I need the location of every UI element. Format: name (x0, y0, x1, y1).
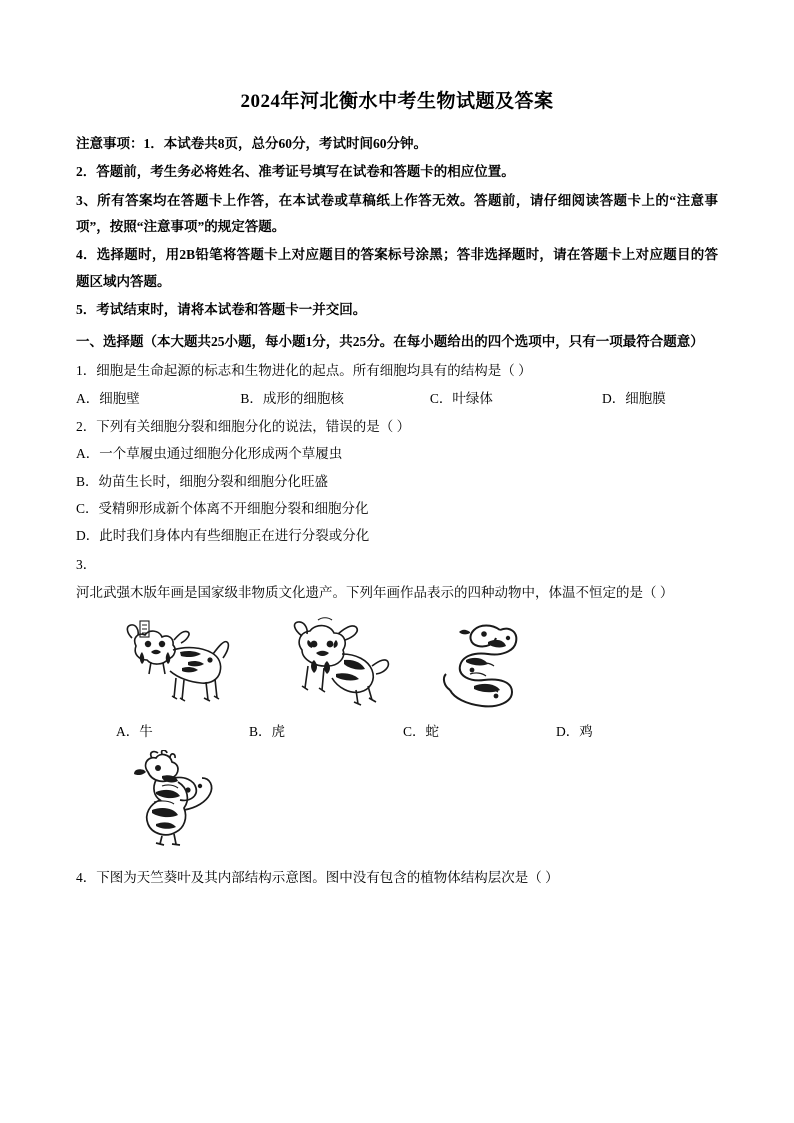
question-1-option-b: B．成形的细胞核 (240, 390, 344, 406)
question-3-number: 3． (76, 556, 97, 572)
notice-line-4: 4．选择题时，用2B铅笔将答题卡上对应题目的答案标号涂黑；答非选择题时，请在答题卡上对应题目的答题区域内答题。 (76, 247, 718, 289)
question-4-text: 下图为天竺葵叶及其内部结构示意图。图中没有包含的植物体结构层次是（ ） (96, 870, 559, 886)
question-3-option-d: D．鸡 (556, 724, 593, 740)
snake-woodblock-print (426, 616, 536, 714)
notice-line-5: 5．考试结束时，请将本试卷和答题卡一并交回。 (76, 301, 367, 317)
notice-line-1: 注意事项：1．本试卷共8页，总分60分，考试时间60分钟。 (76, 136, 427, 151)
question-1-stem (76, 358, 718, 384)
question-4-stem (76, 865, 718, 891)
question-2-option-a: A．一个草履虫通过细胞分化形成两个草履虫 (76, 446, 343, 462)
question-1-option-a: A．细胞壁 (76, 390, 140, 406)
question-4-number: 4． (76, 870, 97, 886)
question-3-option-b: B．虎 (249, 724, 286, 740)
question-3-figure-row (76, 616, 718, 714)
question-2-option-d: D．此时我们身体内有些细胞正在进行分裂或分化 (76, 528, 370, 544)
question-3-option-c: C．蛇 (403, 724, 440, 740)
question-2-stem (76, 414, 718, 440)
question-2-options (76, 441, 718, 549)
ox-woodblock-print (118, 616, 228, 714)
notice-line-3: 3、所有答案均在答题卡上作答，在本试卷或草稿纸上作答无效。答题前，请仔细阅读答题卡上的“注意事项”，按照“注意事项”的规定答题。 (76, 192, 718, 234)
question-1-option-d: D．细胞膜 (601, 390, 666, 406)
question-3-figure-labels (76, 720, 718, 740)
question-1-options (76, 386, 718, 412)
question-1-option-c: C．叶绿体 (429, 390, 493, 406)
page-title: 2024年河北衡水中考生物试题及答案 (240, 91, 554, 112)
question-3-text: 河北武强木版年画是国家级非物质文化遗产。下列年画作品表示的四种动物中，体温不恒定的是（ ） (76, 585, 674, 600)
question-1-text: 细胞是生命起源的标志和生物进化的起点。所有细胞均具有的结构是（ ） (96, 362, 532, 378)
question-2-number: 2． (76, 419, 97, 435)
question-2-text: 下列有关细胞分裂和细胞分化的说法，错误的是（ ） (96, 419, 411, 435)
rooster-woodblock-print (76, 750, 718, 851)
question-1-number: 1． (76, 362, 97, 378)
tiger-woodblock-print (272, 616, 382, 714)
section-heading-multiple-choice: 一、选择题（本大题共25小题，每小题1分，共25分。在每小题给出的四个选项中，只有一项最符合题意） (76, 334, 704, 350)
question-2-option-b: B．幼苗生长时，细胞分裂和细胞分化旺盛 (76, 473, 329, 489)
question-2-option-c: C．受精卵形成新个体离不开细胞分裂和细胞分化 (76, 501, 369, 517)
rooster-woodblock-print-placeholder (580, 616, 690, 714)
question-3-option-a: A．牛 (116, 724, 153, 740)
notice-line-2: 2．答题前，考生务必将姓名、准考证号填写在试卷和答题卡的相应位置。 (76, 164, 515, 180)
